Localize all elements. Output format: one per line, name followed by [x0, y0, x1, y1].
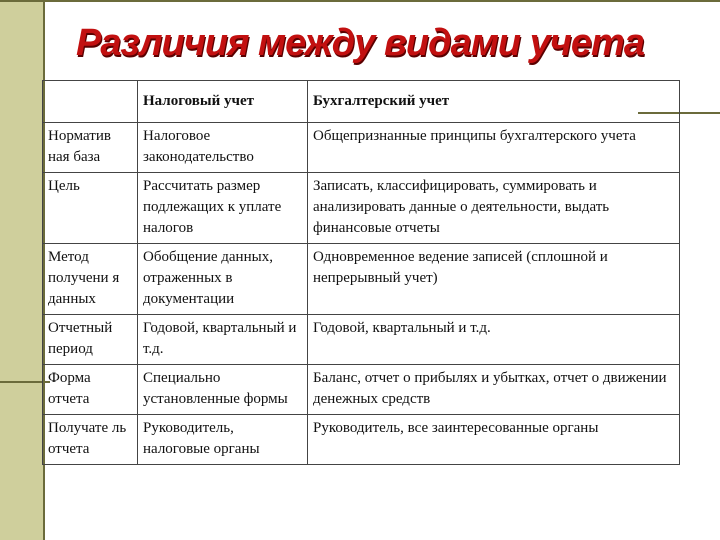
table-row [43, 123, 680, 173]
tax-cell: Обобщение данных, отраженных в документации [138, 244, 308, 315]
row-label: Цель [43, 173, 138, 244]
tax-cell: Годовой, квартальный и т.д. [138, 315, 308, 365]
row-label: Метод получени я данных [43, 244, 138, 315]
side-decor-strip [0, 0, 43, 540]
tax-cell: Налоговое законодательство [138, 123, 308, 173]
header-empty [43, 81, 138, 123]
table-row [43, 365, 680, 415]
table-row [43, 244, 680, 315]
row-label: Норматив ная база [43, 123, 138, 173]
tax-cell: Рассчитать размер подлежащих к уплате налогов [138, 173, 308, 244]
tax-cell: Специально установленные формы [138, 365, 308, 415]
decor-line-top [0, 0, 720, 2]
row-label: Форма отчета [43, 365, 138, 415]
comparison-table [42, 80, 680, 465]
financial-cell: Годовой, квартальный и т.д. [308, 315, 680, 365]
table-header-row [43, 81, 680, 123]
header-financial-accounting: Бухгалтерский учет [308, 81, 680, 123]
header-tax-accounting: Налоговый учет [138, 81, 308, 123]
financial-cell: Руководитель, все заинтересованные органы [308, 415, 680, 465]
financial-cell: Баланс, отчет о прибылях и убытках, отчет о движении денежных средств [308, 365, 680, 415]
financial-cell: Общепризнанные принципы бухгалтерского учета [308, 123, 680, 173]
table-row [43, 315, 680, 365]
table-row [43, 415, 680, 465]
row-label: Отчетный период [43, 315, 138, 365]
table-row [43, 173, 680, 244]
financial-cell: Записать, классифицировать, суммировать и анализировать данные о деятельности, выдать финансовые отчеты [308, 173, 680, 244]
tax-cell: Руководитель, налоговые органы [138, 415, 308, 465]
row-label: Получате ль отчета [43, 415, 138, 465]
financial-cell: Одновременное ведение записей (сплошной и непрерывный учет) [308, 244, 680, 315]
slide-title: Различия между видами учета [76, 22, 644, 64]
